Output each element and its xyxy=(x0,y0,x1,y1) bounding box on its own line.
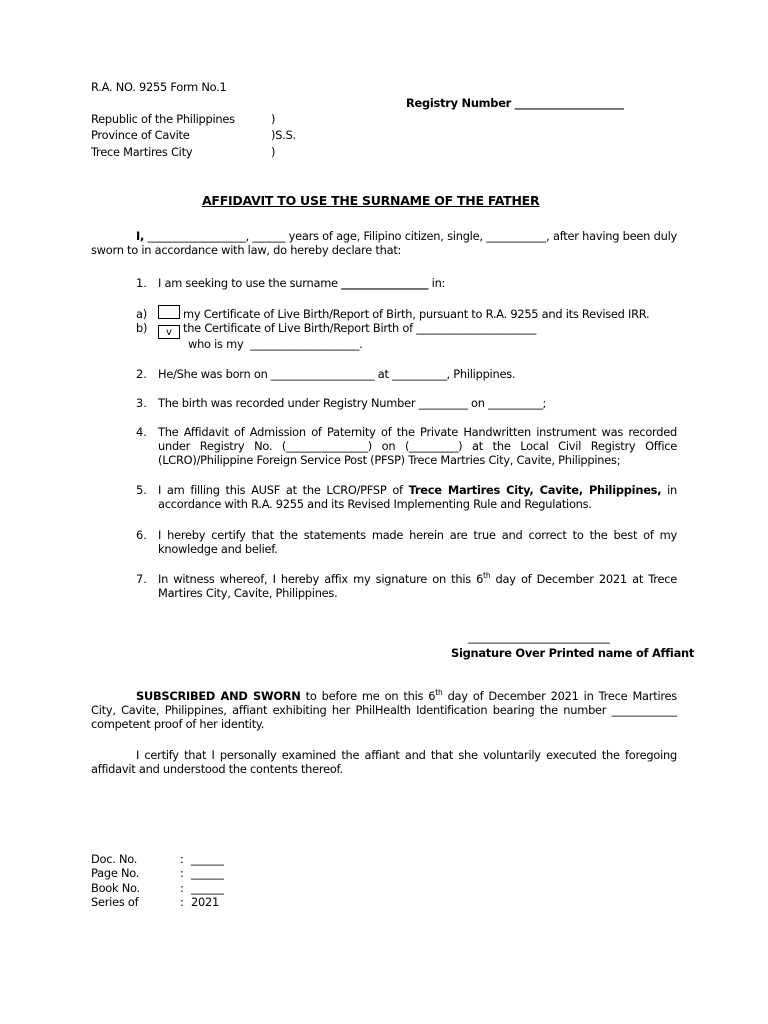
page-no-value: ______ xyxy=(191,866,224,880)
item-number: 6. xyxy=(136,528,147,542)
option-b-checkmark: v xyxy=(166,327,172,338)
book-no-sep: : xyxy=(180,881,184,895)
option-a-letter: a) xyxy=(136,307,147,321)
jurat-text-before: to before me on this 6 xyxy=(300,689,436,703)
item-7-lead: In witness whereof, I hereby affix my signature on this 6 xyxy=(158,572,484,586)
form-id: R.A. NO. 9255 Form No.1 xyxy=(91,80,227,94)
item-1-text xyxy=(158,276,445,290)
option-b-checkbox[interactable] xyxy=(158,325,180,339)
item-2-text: He/She was born on ___________________ at __________, Philippines. xyxy=(158,367,516,381)
item-7-tail: day of December 2021 at Trece Martires City, Cavite, Philippines. xyxy=(158,572,678,600)
item-3-text: The birth was recorded under Registry Number _________ on __________; xyxy=(158,396,547,410)
option-b-text: the Certificate of Live Birth/Report Birth of ______________________ xyxy=(183,321,537,335)
item-number: 1. xyxy=(136,276,147,290)
doc-no-sep: : xyxy=(180,852,184,866)
option-a-text: my Certificate of Live Birth/Report of Birth, pursuant to R.A. 9255 and its Revised IRR. xyxy=(183,307,650,321)
item-5-text xyxy=(158,483,677,511)
intro-paragraph xyxy=(91,229,677,257)
signature-label: Signature Over Printed name of Affiant xyxy=(451,646,695,660)
item-5-place: Trece Martires City, Cavite, Philippines, xyxy=(408,483,662,497)
page-no-sep: : xyxy=(180,866,184,880)
series-label: Series of xyxy=(91,895,139,909)
item-6-text: I hereby certify that the statements made herein are true and correct to the best of my knowledge and belief. xyxy=(158,528,677,556)
item-7-sup: th xyxy=(483,571,491,581)
option-b-letter: b) xyxy=(136,321,148,335)
item-5-tail: in accordance with R.A. 9255 and its Revised Implementing Rule and Regulations. xyxy=(158,483,677,511)
certification-paragraph: I certify that I personally examined the affiant and that she voluntarily executed the foregoing affidavit and understood the contents thereof. xyxy=(91,748,677,776)
item-number: 7. xyxy=(136,572,147,586)
jurat-text-after: day of December 2021 in Trece Martires City, Cavite, Philippines, affiant exhibiting her PhilHealth Identification bearing the number ____________ competent proof of her identity. xyxy=(91,689,677,731)
series-value: 2021 xyxy=(191,895,219,909)
item-1-lead: I am seeking to use the surname xyxy=(158,276,342,290)
page-no-label: Page No. xyxy=(91,866,140,880)
doc-no-value: ______ xyxy=(191,852,224,866)
option-b-text-2: who is my ____________________. xyxy=(188,337,363,351)
jurat-paragraph xyxy=(91,689,677,731)
venue-city-mark: ) xyxy=(271,145,276,159)
item-number: 2. xyxy=(136,367,147,381)
venue-country-mark: ) xyxy=(271,112,276,126)
venue-province-mark: )S.S. xyxy=(271,128,296,142)
venue-country: Republic of the Philippines xyxy=(91,112,235,126)
item-1-tail: in: xyxy=(428,276,446,290)
item-1-surname-blank: ________________ xyxy=(341,276,429,290)
item-number: 5. xyxy=(136,483,147,497)
registry-number: Registry Number ____________________ xyxy=(406,96,624,110)
affidavit-title: AFFIDAVIT TO USE THE SURNAME OF THE FATHER xyxy=(202,193,540,208)
signature-line: __________________________ xyxy=(468,630,610,644)
doc-no-label: Doc. No. xyxy=(91,852,138,866)
venue-city: Trece Martires City xyxy=(91,145,193,159)
item-7-text xyxy=(158,572,677,600)
item-number: 4. xyxy=(136,425,147,439)
intro-lead: I, xyxy=(136,229,145,243)
book-no-label: Book No. xyxy=(91,881,140,895)
item-4-text: The Affidavit of Admission of Paternity of the Private Handwritten instrument was recorded under Registry No. (_______________) on (_________) at the Local Civil Registry Office (LCRO)/Philippine Foreign Service Post (PFSP) Trece Martries City, Cavite, Philippines; xyxy=(158,425,677,467)
option-a-checkbox[interactable] xyxy=(158,305,180,319)
book-no-value: ______ xyxy=(191,881,224,895)
intro-text: __________________, ______ years of age, Filipino citizen, single, ___________, after having been duly sworn to in accordance with law, do hereby declare that: xyxy=(91,229,677,257)
jurat-sup: th xyxy=(435,688,443,698)
jurat-lead: SUBSCRIBED AND SWORN xyxy=(136,689,301,703)
venue-province: Province of Cavite xyxy=(91,128,190,142)
series-sep: : xyxy=(180,895,184,909)
item-number: 3. xyxy=(136,396,147,410)
item-5-lead: I am filling this AUSF at the LCRO/PFSP of xyxy=(158,483,409,497)
